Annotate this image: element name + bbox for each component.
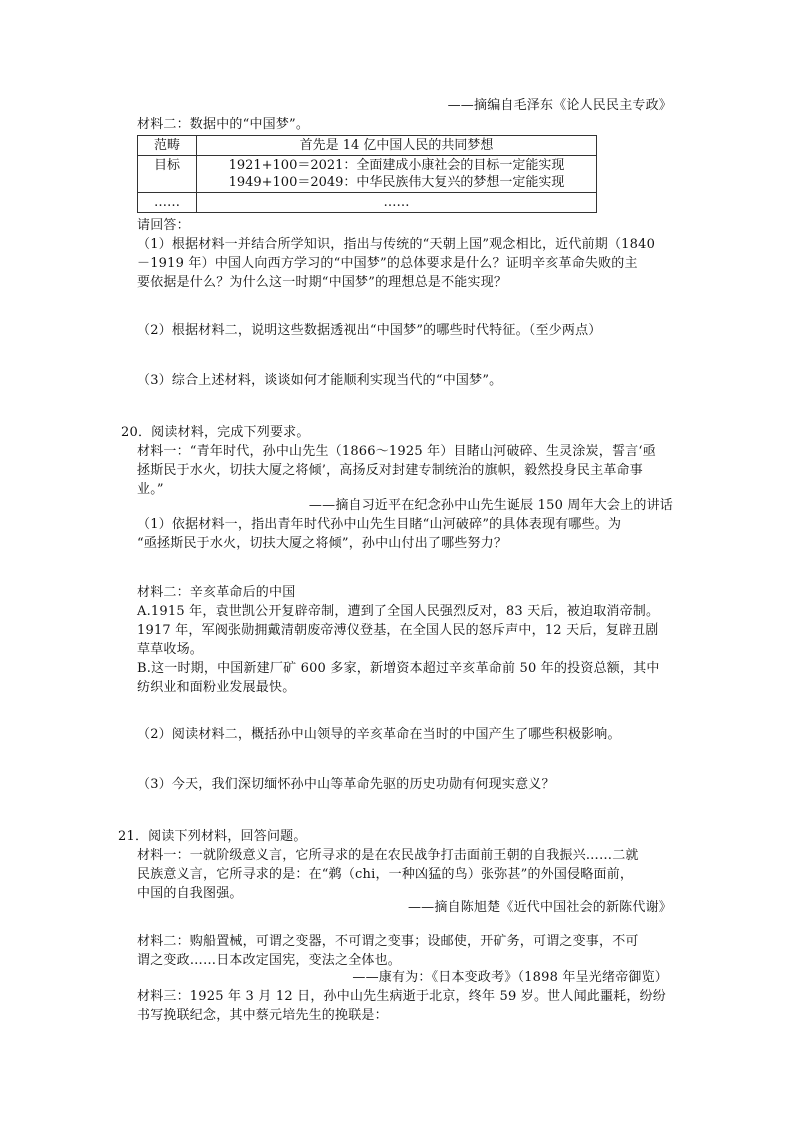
table-row xyxy=(138,156,597,193)
question-19-1-line: （1）根据材料一并结合所学知识，指出与传统的“天朝上国”观念相比，近代前期（1840 xyxy=(137,237,656,252)
table-cell xyxy=(197,156,597,193)
goal-line: 1949+100＝2049：中华民族伟大复兴的梦想一定能实现 xyxy=(228,175,565,190)
table-row xyxy=(138,136,597,156)
material2-heading: 材料二：辛亥革命后的中国 xyxy=(137,585,296,600)
material2-heading: 材料二：数据中的“中国梦”。 xyxy=(137,117,310,132)
china-dream-table xyxy=(137,135,597,213)
table-row xyxy=(138,193,597,213)
question-20-2: （2）阅读材料二，概括孙中山领导的辛亥革命在当时的中国产生了哪些积极影响。 xyxy=(137,727,621,742)
question-20-title: 20．阅读材料，完成下列要求。 xyxy=(121,425,310,440)
goal-line: 1921+100＝2021：全面建成小康社会的目标一定能实现 xyxy=(228,158,565,173)
material-line: 草草收场。 xyxy=(137,642,204,657)
question-19-1-line: 要依据是什么？为什么这一时期“中国梦”的理想总是不能实现？ xyxy=(137,275,508,290)
table-cell: …… xyxy=(197,193,597,213)
citation-mao: ——摘编自毛泽东《论人民民主专政》 xyxy=(447,98,672,113)
table-cell: 范畴 xyxy=(138,136,197,156)
table-cell: …… xyxy=(138,193,197,213)
question-19-1-line: －1919 年）中国人向西方学习的“中国梦”的总体要求是什么？证明辛亥革命失败的主 xyxy=(137,256,638,271)
material-line: 书写挽联纪念，其中蔡元培先生的挽联是： xyxy=(137,1008,388,1023)
material-line: 材料一：“青年时代，孙中山先生（1866～1925 年）目睹山河破碎、生灵涂炭，誓言‘亟 xyxy=(137,444,656,459)
question-21-title: 21．阅读下列材料，回答问题。 xyxy=(118,829,307,844)
answer-prompt: 请回答： xyxy=(137,218,190,233)
material-line: B.这一时期，中国新建厂矿 600 多家，新增资本超过辛亥革命前 50 年的投资总额，其中 xyxy=(137,661,660,676)
citation-xi: ——摘自习近平在纪念孙中山先生诞辰 150 周年大会上的讲话 xyxy=(308,498,673,513)
citation-kang: ——康有为：《日本变政考》（1898 年呈光绪帝御览） xyxy=(352,970,668,985)
material-line: 1917 年，军阀张勋拥戴清朝废帝溥仪登基，在全国人民的怒斥声中，12 天后，复辟丑剧 xyxy=(137,623,659,638)
question-20-1-line: （1）依据材料一，指出青年时代孙中山先生目睹“山河破碎”的具体表现有哪些。为 xyxy=(137,517,622,532)
material-line: 纺织业和面粉业发展最快。 xyxy=(137,680,296,695)
question-19-2: （2）根据材料二，说明这些数据透视出“中国梦”的哪些时代特征。（至少两点） xyxy=(137,323,602,338)
table-cell: 首先是 14 亿中国人民的共同梦想 xyxy=(197,136,597,156)
material-line: 材料二：购船置械，可谓之变器，不可谓之变事；设邮使，开矿务，可谓之变事，不可 xyxy=(137,934,639,949)
material-line: 民族意义言，它所寻求的是：在“鹈（chi，一种凶猛的鸟）张弥甚”的外国侵略面前， xyxy=(137,867,634,882)
material-line: 拯斯民于水火，切扶大厦之将倾’，高扬反对封建专制统治的旗帜，毅然投身民主革命事 xyxy=(137,463,643,478)
question-20-1-line: “亟拯斯民于水火，切扶大厦之将倾”，孙中山付出了哪些努力？ xyxy=(137,536,508,551)
question-20-3: （3）今天，我们深切缅怀孙中山等革命先驱的历史功勋有何现实意义？ xyxy=(137,777,555,792)
question-19-3: （3）综合上述材料，谈谈如何才能顺利实现当代的“中国梦”。 xyxy=(137,373,503,388)
material-line: 材料三：1925 年 3 月 12 日，孙中山先生病逝于北京，终年 59 岁。世人闻此噩耗，纷纷 xyxy=(137,989,666,1004)
citation-chen: ——摘自陈旭楚《近代中国社会的新陈代谢》 xyxy=(407,900,672,915)
material-line: 业。” xyxy=(137,482,164,497)
table-cell: 目标 xyxy=(138,156,197,193)
material-line: A.1915 年，袁世凯公开复辟帝制，遭到了全国人民强烈反对，83 天后，被迫取消帝制。 xyxy=(137,604,660,619)
material-line: 谓之变政……日本改定国宪，变法之全体也。 xyxy=(137,953,402,968)
material-line: 中国的自我图强。 xyxy=(137,886,243,901)
material-line: 材料一：一就阶级意义言，它所寻求的是在农民战争打击面前王朝的自我振兴……二就 xyxy=(137,848,639,863)
